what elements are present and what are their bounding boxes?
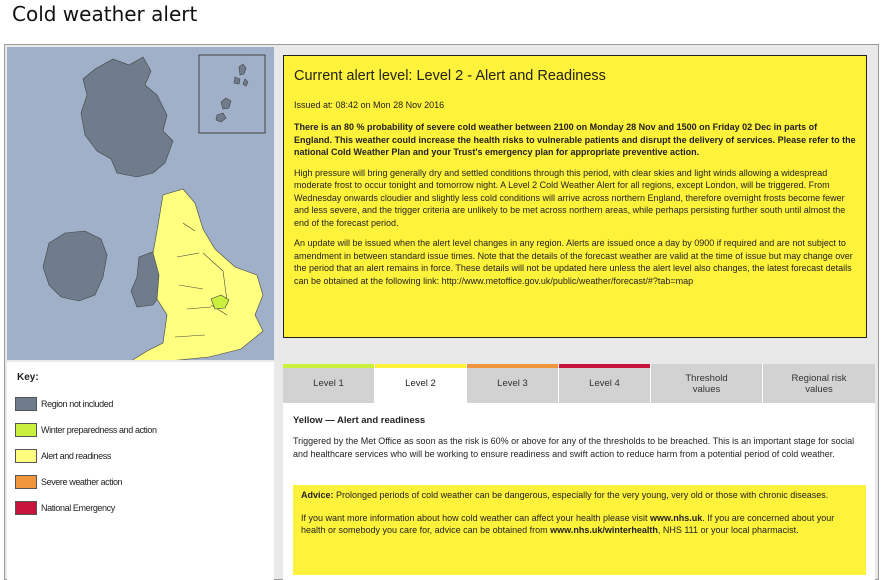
advice-paragraph [301, 489, 858, 502]
tab-level-4[interactable] [559, 364, 651, 403]
forecast-link[interactable]: http://www.metoffice.gov.uk/public/weather/forecast/#?tab=map [441, 275, 694, 286]
tab-level-1[interactable] [283, 364, 375, 403]
advice-text: Prolonged periods of cold weather can be dangerous, especially for the very young, very old or those with chronic diseases. [333, 490, 829, 500]
key-title: Key: [17, 372, 39, 383]
winter-health-link[interactable]: www.nhs.uk/winterhealth [550, 525, 658, 535]
key-swatch [15, 501, 37, 515]
tab-label: Level 3 [497, 378, 528, 389]
map-key [7, 362, 274, 580]
alert-detail: High pressure will bring generally dry and settled conditions through this period, with clear skies and light winds allowing a widespread moderate frost to occur tonight and tomorrow night. A Level 2 Cold Weather Alert for all regions, except London, will be triggered. From Wednesday onwards cloudier and slightly less cold conditions will arrive across northern England, therefore overnight frosts become fewer and less severe, and the trigger criteria are unlikely to be met across northern areas, while perhaps persisting further south until almost the end of the forecast period. [294, 167, 846, 228]
uk-map-svg [7, 47, 274, 360]
key-swatch [15, 423, 37, 437]
key-item-region-not-included [15, 396, 113, 412]
more-info-text-2: . If you are concerned about your health or somebody you care for, advice can be obtained from [301, 512, 835, 535]
content-body: Triggered by the Met Office as soon as the risk is 60% or above for any of the thresholds to be breached. This is an important stage for social and healthcare services who will be working to ensure readiness and swift action to reduce harm from a potential period of cold weather. [293, 436, 855, 459]
alert-heading: Current alert level: Level 2 - Alert and Readiness [294, 68, 606, 84]
nhs-link[interactable]: www.nhs.uk [650, 512, 703, 523]
key-item-national-emergency [15, 500, 115, 516]
key-swatch [15, 397, 37, 411]
tab-label: Level 4 [589, 378, 620, 389]
key-label: Winter preparedness and action [41, 425, 157, 435]
tab-level-3[interactable] [467, 364, 559, 403]
key-swatch [15, 449, 37, 463]
advice-box [293, 485, 866, 575]
alert-update-info [294, 237, 856, 287]
key-label: Alert and readiness [41, 451, 111, 461]
alert-update-text: An update will be issued when the alert level changes in any region. Alerts are issued once a day by 0900 if required and are not subject to amendment in between standard issue times. Note that the details of the forecast weather are valid at the time of issue but may change over the period that an alert remains in force. These details will not be updated here unless the alert level also changes, the latest forecast details can be obtained at the following link: [294, 238, 853, 286]
tab-color-bar [467, 364, 558, 368]
tab-label: Level 1 [313, 378, 344, 389]
key-label: Region not included [41, 399, 113, 409]
key-item-alert-readiness [15, 448, 111, 464]
tab-label: Regional risk values [791, 372, 847, 395]
tab-label: Threshold values [685, 372, 728, 395]
alert-issued-time: Issued at: 08:42 on Mon 28 Nov 2016 [294, 100, 445, 110]
level-tabs [283, 364, 875, 403]
key-item-winter-preparedness [15, 422, 157, 438]
tab-color-bar [375, 364, 466, 368]
tab-threshold-values[interactable] [651, 364, 763, 403]
tab-label: Level 2 [405, 378, 436, 389]
more-info-text-1: If you want more information about how cold weather can affect your health please visit [301, 512, 651, 523]
tab-color-bar [559, 364, 650, 368]
more-info-paragraph [301, 512, 858, 537]
key-label: Severe weather action [41, 477, 123, 487]
tab-level-2[interactable] [375, 364, 467, 403]
more-info-text-3: , NHS 111 or your local pharmacist. [657, 525, 799, 535]
page-title: Cold weather alert [12, 2, 198, 26]
tab-color-bar [283, 364, 374, 368]
content-title: Yellow — Alert and readiness [293, 415, 426, 426]
advice-label: Advice: [301, 490, 334, 500]
uk-alert-map [7, 47, 274, 360]
tab-content-level-2 [283, 403, 875, 580]
tab-regional-risk-values[interactable] [763, 364, 875, 403]
alert-headline: There is an 80 % probability of severe cold weather between 2100 on Monday 28 Nov and 1500 on Friday 02 Dec in parts of England. This weather could increase the health risks to vulnerable patients and disrupt the delivery of services. Please refer to the national Cold Weather Plan and your Trust's emergency plan for appropriate preventive action. [294, 122, 856, 157]
key-swatch [15, 475, 37, 489]
key-label: National Emergency [41, 503, 115, 513]
key-item-severe-weather [15, 474, 122, 490]
current-alert-panel [283, 55, 867, 338]
